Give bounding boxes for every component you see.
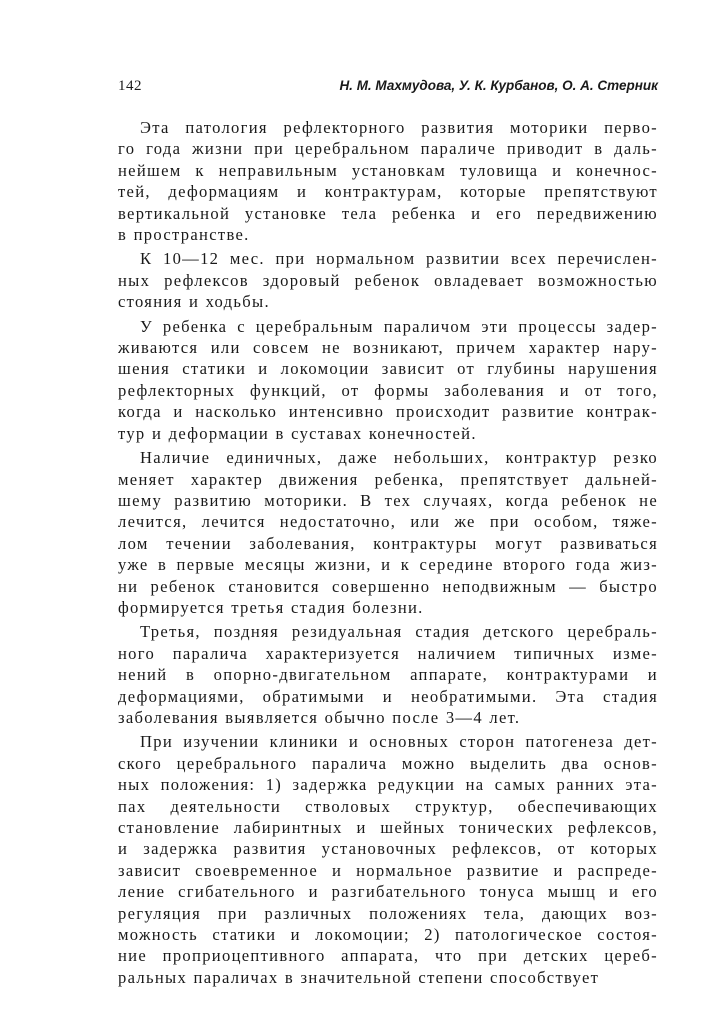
- text-line: шему развитию моторики. В тех случаях, когда ребенок не: [118, 490, 658, 510]
- text-line: При изучении клиники и основных сторон патогенеза дет-: [140, 732, 658, 752]
- text-line: можность статики и локомоции; 2) патологическое состоя-: [118, 925, 658, 945]
- text-line: становление лабиринтных и шейных тонических рефлексов,: [118, 818, 658, 837]
- paragraph: [118, 248, 658, 312]
- text-line: ление сгибательного и разгибательного тонуса мышц и его: [118, 882, 658, 902]
- text-line: пах деятельности стволовых структур, обеспечивающих: [118, 796, 658, 816]
- text-line: нейшем к неправильным установкам туловища и конечнос-: [118, 160, 658, 180]
- text-line: У ребенка с церебральным параличом эти процессы задер-: [140, 316, 658, 336]
- text-line: ного паралича характеризуется наличием типичных изме-: [118, 643, 658, 663]
- text-line: формируется третья стадия болезни.: [118, 597, 424, 617]
- text-line: Эта патология рефлекторного развития моторики перво-: [140, 118, 658, 137]
- text-line: го года жизни при церебральном параличе приводит в даль-: [118, 139, 658, 159]
- text-line: лом течении заболевания, контрактуры могут развиваться: [118, 533, 658, 553]
- text-line: заболевания выявляется обычно после 3—4 лет.: [118, 707, 521, 727]
- page-header: [118, 78, 658, 98]
- text-line: ных положения: 1) задержка редукции на самых ранних эта-: [118, 775, 658, 795]
- text-line: Наличие единичных, даже небольших, контрактур резко: [140, 448, 658, 468]
- text-line: ского церебрального паралича можно выделить два основ-: [118, 753, 658, 773]
- text-line: ни ребенок становится совершенно неподвижным — быстро: [118, 576, 658, 596]
- text-line: К 10—12 мес. при нормальном развитии всех перечислен-: [140, 249, 658, 269]
- text-line: и задержка развития установочных рефлексов, от которых: [118, 839, 658, 859]
- text-line: стояния и ходьбы.: [118, 292, 270, 312]
- text-line: тей, деформациям и контрактурам, которые препятствуют: [118, 182, 658, 202]
- paragraph: [118, 447, 658, 618]
- text-line: меняет характер движения ребенка, препятствует дальней-: [118, 469, 658, 489]
- text-line: нений в опорно-двигательном аппарате, контрактурами и: [118, 665, 658, 685]
- text-line: ных рефлексов здоровый ребенок овладевает возможностью: [118, 270, 658, 290]
- text-line: уже в первые месяцы жизни, и к середине второго года жиз-: [118, 555, 658, 575]
- paragraph: [118, 117, 658, 245]
- text-line: Третья, поздняя резидуальная стадия детского церебраль-: [140, 622, 658, 642]
- text-line: регуляция при различных положениях тела, дающих воз-: [118, 903, 658, 923]
- text-line: тур и деформации в суставах конечностей.: [118, 423, 477, 443]
- text-line: ние проприоцептивного аппарата, что при детских цереб-: [118, 946, 658, 966]
- page-number: 142: [118, 78, 142, 94]
- text-line: зависит своевременное и нормальное развитие и распреде-: [118, 860, 658, 880]
- paragraph: [118, 621, 658, 728]
- text-line: в пространстве.: [118, 225, 250, 245]
- running-head-authors: Н. М. Махмудова, У. К. Курбанов, О. А. Стерник: [339, 78, 658, 93]
- text-line: лечится, лечится недостаточно, или же при особом, тяже-: [118, 512, 658, 532]
- paragraph: [118, 731, 658, 988]
- text-line: шения статики и локомоции зависит от глубины нарушения: [118, 359, 658, 379]
- text-line: живаются или совсем не возникают, причем характер нару-: [118, 338, 658, 358]
- text-line: ральных параличах в значительной степени способствует: [118, 967, 600, 987]
- text-line: когда и насколько интенсивно происходит развитие контрак-: [118, 402, 658, 422]
- text-line: вертикальной установке тела ребенка и его передвижению: [118, 203, 658, 223]
- body-text: [118, 117, 658, 991]
- paragraph: [118, 316, 658, 444]
- text-line: рефлекторных функций, от формы заболевания и от того,: [118, 380, 658, 400]
- text-line: деформациями, обратимыми и необратимыми. Эта стадия: [118, 686, 658, 706]
